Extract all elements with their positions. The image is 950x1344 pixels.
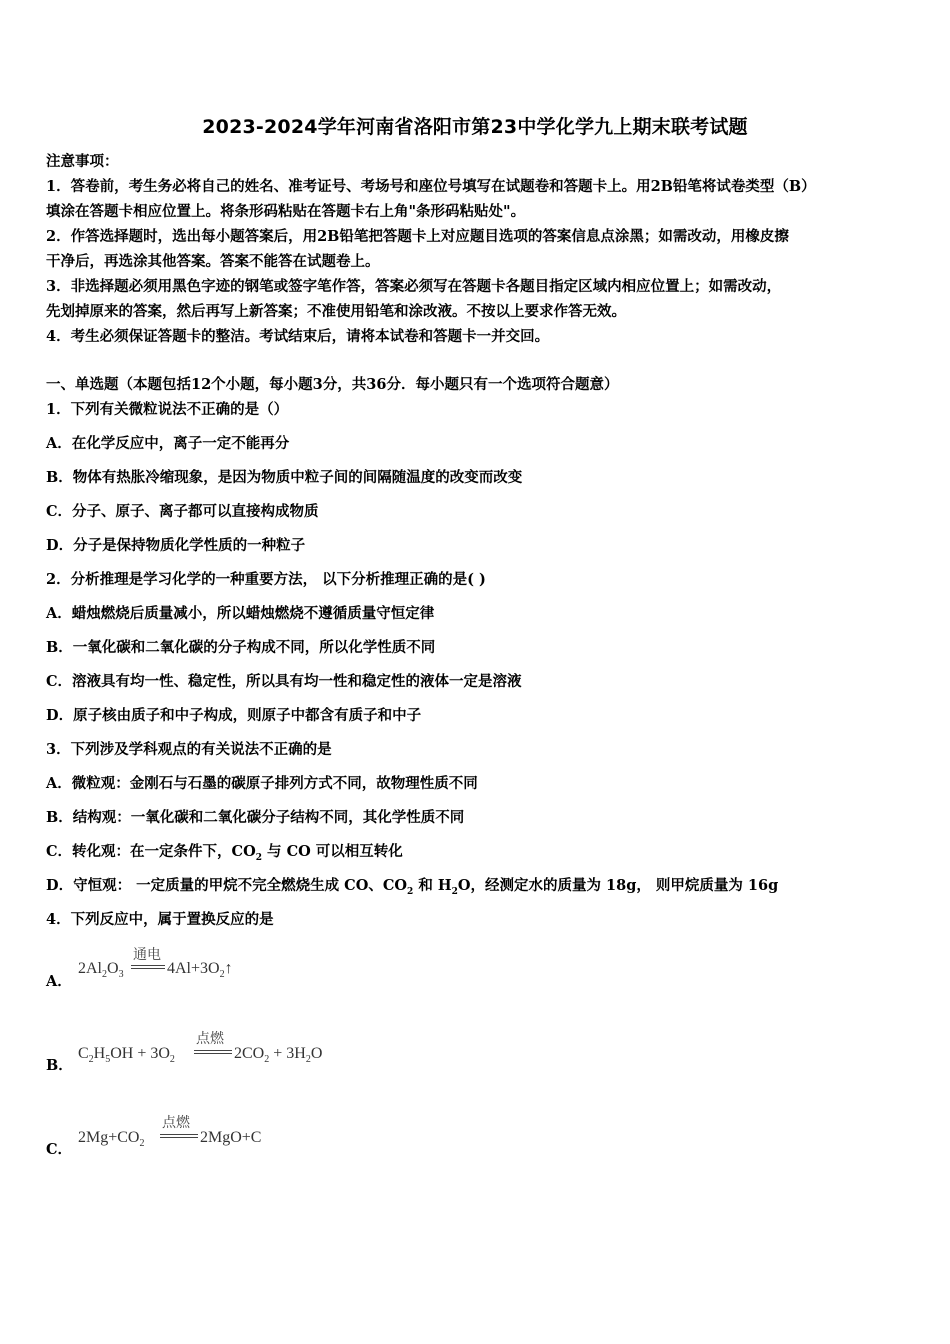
notice-line: 2．作答选择题时，选出每小题答案后，用2B铅笔把答题卡上对应题目选项的答案信息点涂黑；如需改动，用橡皮擦 xyxy=(46,228,789,245)
option-a: A．微粒观：金刚石与石墨的碳原子排列方式不同，故物理性质不同 xyxy=(46,775,478,792)
equals-sign xyxy=(131,965,165,969)
question-stem: 2．分析推理是学习化学的一种重要方法， 以下分析推理正确的是( ) xyxy=(46,571,486,588)
notice-line: 填涂在答题卡相应位置上。将条形码粘贴在答题卡右上角"条形码粘贴处"。 xyxy=(46,203,526,220)
option-d: D．守恒观： 一定质量的甲烷不完全燃烧生成 CO、$CO_2$ 和 $H_2O$，经测定水的质量为 18g， 则甲烷质量为 16g xyxy=(46,877,779,897)
equation-c-reactants: $2Mg+CO_2$ xyxy=(78,1129,145,1150)
section-heading: 一、单选题（本题包括12个小题，每小题3分，共36分．每小题只有一个选项符合题意） xyxy=(46,376,619,393)
option-c-label: C． xyxy=(46,1141,73,1158)
question-stem: 4．下列反应中，属于置换反应的是 xyxy=(46,911,274,928)
notice-line: 1．答卷前，考生务必将自己的姓名、准考证号、考场号和座位号填写在试题卷和答题卡上。用2B铅笔将试卷类型（B） xyxy=(46,178,816,195)
notice-line: 4．考生必须保证答题卡的整洁。考试结束后，请将本试卷和答题卡一并交回。 xyxy=(46,328,550,345)
notice-heading: 注意事项： xyxy=(46,153,119,170)
equation-a-products: $4Al+3O_2↑$ xyxy=(167,960,233,981)
notice-line: 干净后，再选涂其他答案。答案不能答在试题卷上。 xyxy=(46,253,380,270)
option-c: C．溶液具有均一性、稳定性，所以具有均一性和稳定性的液体一定是溶液 xyxy=(46,673,522,690)
option-a-label: A． xyxy=(46,973,72,990)
equation-c-products: 2MgO+C xyxy=(200,1129,262,1146)
question-stem: 1．下列有关微粒说法不正确的是（） xyxy=(46,401,289,418)
equals-sign xyxy=(194,1050,232,1054)
question-stem: 3．下列涉及学科观点的有关说法不正确的是 xyxy=(46,741,332,758)
option-c: C．转化观：在一定条件下，$CO_2$ 与 CO 可以相互转化 xyxy=(46,843,403,863)
option-b: B．一氧化碳和二氧化碳的分子构成不同，所以化学性质不同 xyxy=(46,639,436,656)
reaction-condition: 通电 xyxy=(133,947,161,963)
option-d: D．分子是保持物质化学性质的一种粒子 xyxy=(46,537,306,554)
notice-line: 3．非选择题必须用黑色字迹的钢笔或签字笔作答，答案必须写在答题卡各题目指定区域内相应位置上；如需改动， xyxy=(46,278,782,295)
option-d: D．原子核由质子和中子构成，则原子中都含有质子和中子 xyxy=(46,707,422,724)
option-a: A．蜡烛燃烧后质量减小，所以蜡烛燃烧不遵循质量守恒定律 xyxy=(46,605,435,622)
reaction-condition: 点燃 xyxy=(196,1031,224,1047)
equals-sign xyxy=(160,1134,198,1138)
option-a: A．在化学反应中，离子一定不能再分 xyxy=(46,435,290,452)
equation-b-products: $2CO_2 + 3H_2O$ xyxy=(234,1045,323,1066)
page-title: 2023-2024学年河南省洛阳市第23中学化学九上期末联考试题 xyxy=(202,116,748,138)
option-c: C．分子、原子、离子都可以直接构成物质 xyxy=(46,503,319,520)
option-b-label: B． xyxy=(46,1057,73,1074)
option-b: B．结构观：一氧化碳和二氧化碳分子结构不同，其化学性质不同 xyxy=(46,809,465,826)
equation-a-reactants: $2Al_2O_3$ xyxy=(78,960,124,981)
notice-line: 先划掉原来的答案，然后再写上新答案；不准使用铅笔和涂改液。不按以上要求作答无效。 xyxy=(46,303,626,320)
equation-b-reactants: $C_2H_5OH + 3O_2$ xyxy=(78,1045,175,1066)
option-b: B．物体有热胀冷缩现象，是因为物质中粒子间的间隔随温度的改变而改变 xyxy=(46,469,523,486)
reaction-condition: 点燃 xyxy=(162,1115,190,1131)
